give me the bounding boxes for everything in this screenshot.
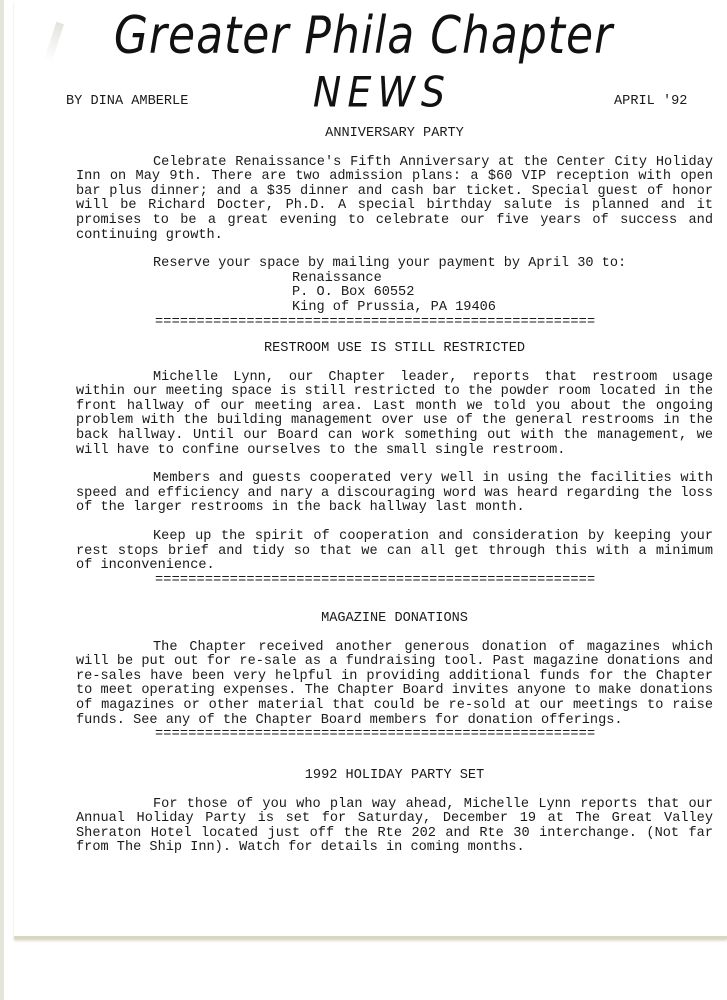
section-separator: =====================================================	[155, 314, 596, 330]
byline: BY DINA AMBERLE	[66, 94, 189, 109]
article-holiday-party	[76, 769, 713, 856]
address-line-box: P. O. Box 60552	[292, 285, 415, 301]
masthead-subtitle: NEWS	[312, 67, 452, 117]
scan-edge-strip	[0, 0, 4, 1000]
section-separator: =====================================================	[155, 572, 596, 588]
issue-date: APRIL '92	[614, 94, 688, 109]
article-headline: MAGAZINE DONATIONS	[321, 611, 468, 626]
article-headline: RESTROOM USE IS STILL RESTRICTED	[263, 341, 526, 356]
article-paragraph: For those of you who plan way ahead, Michelle Lynn reports that our Annual Holiday Party is set for Saturday, December 19 at The Great Valley Sheraton Hotel located just off the Rte 202 and Rte 30 interchange. (Not far from The Ship Inn). Watch for details in coming months.	[76, 796, 713, 856]
article-headline: ANNIVERSARY PARTY	[325, 126, 464, 141]
section-separator: =====================================================	[155, 727, 596, 743]
article-paragraph: Keep up the spirit of cooperation and consideration by keeping your rest stops brief and tidy so that we can all get through this with a minimum of inconvenience.	[76, 528, 713, 574]
article-restroom-restricted	[76, 342, 713, 588]
address-line-city: King of Prussia, PA 19406	[292, 299, 496, 315]
article-paragraph: Members and guests cooperated very well in using the facilities with speed and efficiency and nary a discouraging word was heard regarding the loss of the larger restrooms in the back hallway last month.	[76, 471, 713, 516]
article-paragraph: The Chapter received another generous donation of magazines which will be put out for re-sale as a fundraising tool. Past magazine donations and re-sales have been very helpful in providing additional funds for the Chapter to meet operating expenses. The Chapter Board invites anyone to make donations of magazines or other material that could be re-sold at our meetings to raise funds. See any of the Chapter Board members for donation offerings.	[76, 639, 713, 728]
reserve-instructions: Reserve your space by mailing your payment by April 30 to:	[153, 256, 627, 272]
article-paragraph: Celebrate Renaissance's Fifth Anniversary at the Center City Holiday Inn on May 9th. There are two admission plans: a $60 VIP reception with open bar plus dinner; and a $35 dinner and cash bar ticket. Special guest of honor will be Richard Docter, Ph.D. A special birthday salute is planned and it promises to be a great evening to celebrate our five years of success and continuing growth.	[76, 154, 713, 243]
address-line-name: Renaissance	[292, 270, 382, 286]
masthead-title: Greater Phila Chapter	[113, 6, 614, 67]
article-magazine-donations	[76, 612, 713, 743]
article-anniversary-party	[76, 127, 713, 330]
article-paragraph: Michelle Lynn, our Chapter leader, reports that restroom usage within our meeting space is still restricted to the powder room located in the front hallway of our meeting area. Last month we told you about the ongoing problem with the building management over use of the general restrooms in the back hallway. Until our Board can work something out with the management, we will have to confine ourselves to the small single restroom.	[76, 369, 713, 458]
article-headline: 1992 HOLIDAY PARTY SET	[304, 768, 485, 783]
